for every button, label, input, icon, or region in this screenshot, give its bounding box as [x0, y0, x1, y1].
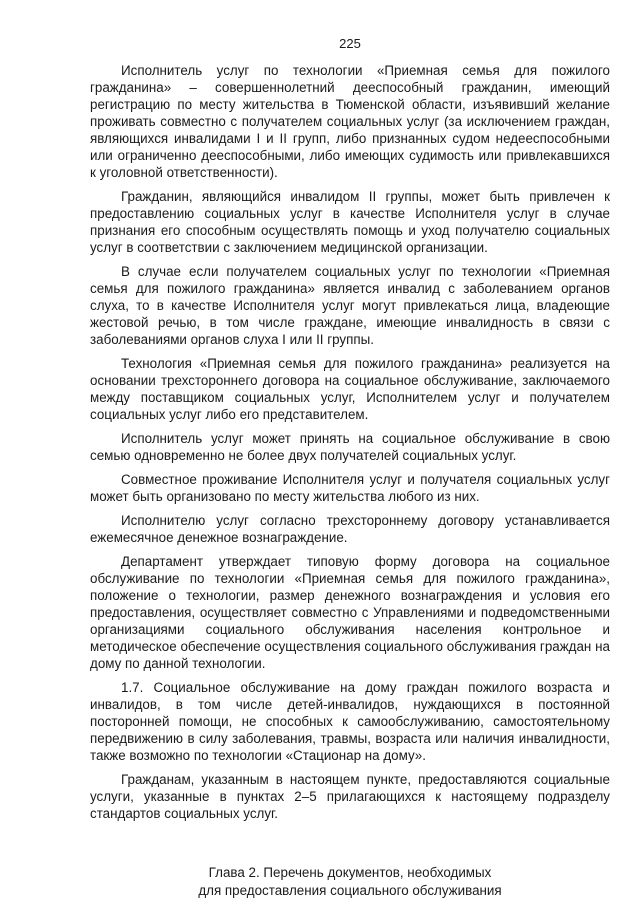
paragraph-department-approval: Департамент утверждает типовую форму договора на социальное обслуживание по технологии «Приемная семья для пожилого гражданина», положение о технологии, размер денежного вознаграждения и условия его предоставления, осуществляет совместно с Управлениями и подведомственными организациями социального обслуживания населения контрольное и методическое обеспечение осуществления социального обслуживания граждан на дому по данной технологии.: [90, 554, 610, 671]
paragraph-max-recipients: Исполнитель услуг может принять на социальное обслуживание в свою семью одновременно не более двух получателей социальных услуг.: [90, 431, 610, 463]
paragraph-section-1-7: 1.7. Социальное обслуживание на дому граждан пожилого возраста и инвалидов, в том числе детей-инвалидов, нуждающихся в постоянной посторонней помощи, не способных к самообслуживанию, самостоятельному передвижению в силу заболевания, травмы, возраста или наличия инвалидности, также возможно по технологии «Стационар на дому».: [90, 680, 610, 763]
paragraph-cohabitation: Совместное проживание Исполнителя услуг и получателя социальных услуг может быть организовано по месту жительства любого из них.: [90, 472, 610, 504]
paragraph-tripartite-contract: Технология «Приемная семья для пожилого гражданина» реализуется на основании трехстороннего договора на социальное обслуживание, заключаемого между поставщиком социальных услуг, Исполнителем услуг и получателем социальных услуг либо его представителем.: [90, 356, 610, 422]
chapter-heading-line-2: для предоставления социального обслуживания: [198, 883, 502, 898]
page-number: 225: [339, 36, 361, 51]
paragraph-disabled-group-2: Гражданин, являющийся инвалидом II группы, может быть привлечен к предоставлению социальных услуг в качестве Исполнителя услуг в случае признания его способным осуществлять помощь и уход получателю социальных услуг в соответствии с заключением медицинской организации.: [90, 189, 610, 255]
paragraph-executor-definition: Исполнитель услуг по технологии «Приемная семья для пожилого гражданина» – совершеннолетний дееспособный гражданин, имеющий регистрацию по месту жительства в Тюменской области, изъявивший желание проживать совместно с получателем социальных услуг (за исключением граждан, являющихся инвалидами I и II групп, либо признанных судом недееспособными или ограниченно дееспособными, либо имеющих судимость или привлекавшихся к уголовной ответственности).: [90, 63, 610, 180]
paragraph-services-provided: Гражданам, указанным в настоящем пункте, предоставляются социальные услуги, указанные в пунктах 2–5 прилагающихся к настоящему подразделу стандартов социальных услуг.: [90, 772, 610, 821]
chapter-heading: [90, 864, 610, 900]
paragraph-remuneration: Исполнителю услуг согласно трехстороннему договору устанавливается ежемесячное денежное вознаграждение.: [90, 513, 610, 545]
paragraph-hearing-impaired: В случае если получателем социальных услуг по технологии «Приемная семья для пожилого гражданина» является инвалид с заболеванием органов слуха, то в качестве Исполнителя услуг могут привлекаться лица, владеющие жестовой речью, в том числе граждане, имеющие инвалидность в связи с заболеваниями органов слуха I или II группы.: [90, 264, 610, 347]
chapter-heading-line-1: Глава 2. Перечень документов, необходимых: [208, 865, 492, 880]
document-body: [90, 62, 610, 822]
